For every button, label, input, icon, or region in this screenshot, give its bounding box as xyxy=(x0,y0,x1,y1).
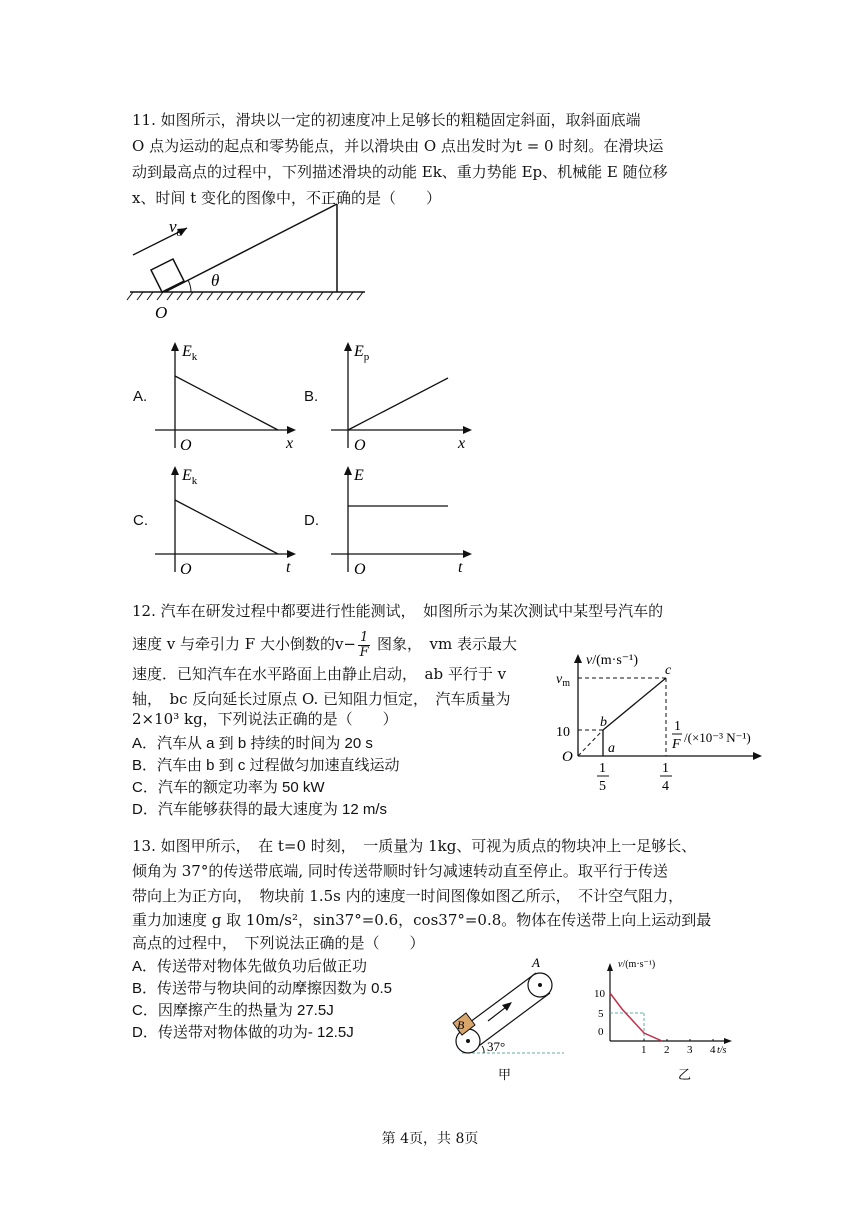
svg-text:4: 4 xyxy=(710,1044,716,1056)
origin-label: O xyxy=(155,303,168,322)
q11-option-d-graph xyxy=(326,464,486,576)
svg-text:1: 1 xyxy=(662,761,669,776)
svg-text:Ek: $E_k$ xyxy=(182,467,198,487)
segment-bc xyxy=(603,678,666,730)
svg-text:1: 1 xyxy=(674,719,681,734)
q12-line4: 轴， bc 反向延长过原点 O. 已知阻力恒定， 汽车质量为 xyxy=(132,690,511,708)
theta-label: θ xyxy=(211,271,220,290)
q12-line1: 12. 汽车在研发过程中都要进行性能测试， 如图所示为某次测试中某型号汽车的 xyxy=(132,602,664,620)
q12-line5: 2×10³ kg，下列说法正确的是（ ） xyxy=(132,710,398,728)
svg-text:v/(m·s⁻¹): v/(m·s⁻¹) xyxy=(586,653,639,668)
q13-line2: 倾角为 37°的传送带底端, 同时传送带顺时针匀减速转动直至停止。取平行于传送 xyxy=(132,862,668,880)
svg-text:E: E xyxy=(354,467,364,484)
q11-line2: O 点为运动的起点和零势能点，并以滑块由 O 点出发时为t = 0 时刻。在滑块运 xyxy=(132,137,664,155)
q12-v-invF-chart xyxy=(556,648,796,798)
svg-text:x: x xyxy=(458,435,466,452)
svg-text:a: a xyxy=(608,741,615,756)
svg-text:4: 4 xyxy=(662,779,669,794)
svg-text:x: x xyxy=(286,435,294,452)
svg-text:A: A xyxy=(532,955,540,970)
q13-option-d: D．传送带对物体做的功为- 12.5J xyxy=(132,1024,354,1041)
q12-line3: 速度．已知汽车在水平路面上由静止启动， ab 平行于 v xyxy=(132,665,507,683)
svg-text:vm: $v_m$ xyxy=(556,672,570,689)
q12-option-a: A．汽车从 a 到 b 持续的时间为 20 s xyxy=(132,735,373,752)
svg-text:甲: 甲 xyxy=(498,1067,512,1082)
q11-line3: 动到最高点的过程中，下列描述滑块的动能 Ek、重力势能 Ep、机械能 E 随位移 xyxy=(132,163,668,181)
v0-label: $v_0$ xyxy=(169,217,183,239)
svg-text:c: c xyxy=(665,663,672,678)
svg-text:1: 1 xyxy=(599,761,606,776)
svg-text:Ep: $E_p$ xyxy=(354,343,370,363)
q11-option-c-letter: C. xyxy=(133,512,148,529)
svg-text:37°: 37° xyxy=(487,1039,506,1054)
q13-line4: 重力加速度 g 取 10m/s²，sin37°=0.6，cos37°=0.8。物体在传送带上向上运动到最 xyxy=(132,911,712,929)
svg-text:O: O xyxy=(562,749,573,765)
q13-line3: 带向上为正方向， 物块前 1.5s 内的速度一时间图像如图乙所示， 不计空气阻力， xyxy=(132,887,684,905)
svg-text:B: B xyxy=(457,1018,465,1032)
q12-line2: 速度 v 与牵引力 F 大小倒数的v− $\frac{1}{F}$ 图象， vm 表示最大 xyxy=(132,629,518,660)
q11-option-b-letter: B. xyxy=(304,388,319,405)
svg-text:3: 3 xyxy=(687,1044,693,1056)
q13-conveyor-figure xyxy=(442,955,572,1085)
q11-option-a-graph xyxy=(150,340,310,452)
q13-option-b: B．传送带与物块间的动摩擦因数为 0.5 xyxy=(132,980,393,997)
svg-text:5: 5 xyxy=(599,779,606,794)
q11-option-d-letter: D. xyxy=(304,512,319,529)
page-footer: 第 4页，共 8页 xyxy=(381,1131,479,1147)
q11-line1: 11. 如图所示，滑块以一定的初速度冲上足够长的粗糙固定斜面，取斜面底端 xyxy=(132,111,641,129)
svg-text:2: 2 xyxy=(664,1044,670,1056)
q13-option-c: C．因摩擦产生的热量为 27.5J xyxy=(132,1002,334,1019)
svg-text:O: O xyxy=(354,561,366,578)
svg-text:/(×10⁻³ N⁻¹): /(×10⁻³ N⁻¹) xyxy=(684,730,751,745)
q11-incline-figure xyxy=(125,200,375,325)
svg-text:b: b xyxy=(600,715,607,730)
svg-text:t: t xyxy=(286,559,291,576)
svg-text:t: t xyxy=(458,559,463,576)
svg-text:O: O xyxy=(180,437,192,454)
svg-text:O: O xyxy=(354,437,366,454)
svg-text:5: 5 xyxy=(598,1008,604,1020)
svg-text:t/s: t/s xyxy=(717,1045,727,1056)
svg-text:0: 0 xyxy=(598,1026,604,1038)
q11-line4: x、时间 t 变化的图像中，不正确的是（ ） xyxy=(132,189,442,207)
q12-option-d: D．汽车能够获得的最大速度为 12 m/s xyxy=(132,801,388,818)
svg-text:乙: 乙 xyxy=(678,1067,692,1082)
series-line xyxy=(610,993,662,1041)
svg-text:10: 10 xyxy=(556,725,570,740)
q12-option-c: C．汽车的额定功率为 50 kW xyxy=(132,779,325,796)
q13-vt-chart xyxy=(590,955,740,1085)
block-shape xyxy=(151,259,184,292)
svg-text:Ek: $E_k$ xyxy=(182,343,198,363)
q11-option-a-letter: A. xyxy=(133,388,148,405)
svg-text:1: 1 xyxy=(641,1044,647,1056)
q13-line5: 高点的过程中， 下列说法正确的是（ ） xyxy=(132,934,425,952)
q12-option-b: B．汽车由 b 到 c 过程做匀加速直线运动 xyxy=(132,757,400,774)
q13-option-a: A．传送带对物体先做负功后做正功 xyxy=(132,958,368,975)
q11-option-c-graph xyxy=(150,464,310,576)
svg-text:O: O xyxy=(180,561,192,578)
q13-line1: 13. 如图甲所示， 在 t=0 时刻， 一质量为 1kg、可视为质点的物块冲上一足够长、 xyxy=(132,837,697,855)
q11-option-b-graph xyxy=(326,340,486,452)
svg-text:F: F xyxy=(672,737,681,752)
svg-text:10: 10 xyxy=(594,988,605,1000)
svg-text:v/(m·s⁻¹): v/(m·s⁻¹) xyxy=(618,959,656,970)
